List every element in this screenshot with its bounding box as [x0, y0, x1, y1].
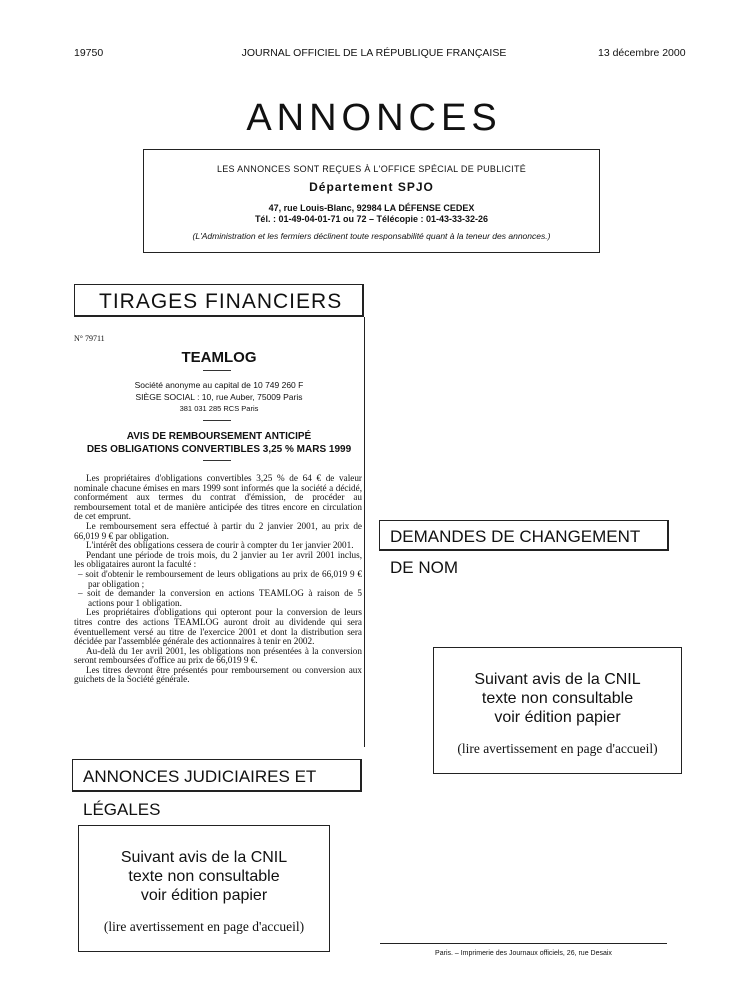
list-item: – soit de demander la conversion en actions TEAMLOG à raison de 5 actions pour 1 obligation. — [78, 588, 362, 608]
company-capital: Société anonyme au capital de 10 749 260 F — [134, 380, 304, 390]
printer-footer: Paris. – Imprimerie des Journaux officiels, 26, rue Desaix — [435, 950, 612, 957]
info-address: 47, rue Louis-Blanc, 92984 LA DÉFENSE CEDEX — [268, 203, 475, 213]
notice-heading — [74, 430, 364, 456]
divider — [203, 420, 231, 421]
paragraph: L'intérêt des obligations cessera de courir à compter du 1er janvier 2001. — [86, 540, 354, 551]
notice-number: N° 79711 — [74, 334, 105, 343]
page-title: ANNONCES — [246, 97, 502, 139]
cnil-line-1: Suivant avis de la CNIL — [474, 671, 641, 688]
company-name: TEAMLOG — [181, 349, 257, 366]
page-number: 19750 — [74, 47, 104, 59]
paragraph: Les propriétaires d'obligations qui opteront pour la conversion de leurs titres contre des actions TEAMLOG auront droit au dividende qui sera éventuellement versé au titre de l'exercice 2001 et dont la distribution sera décidée par l'assemblée générale des actionnaires à tenir en 2002. — [74, 607, 362, 647]
journal-title: JOURNAL OFFICIEL DE LA RÉPUBLIQUE FRANÇAISE — [241, 47, 507, 59]
section-header-demandes: DEMANDES DE CHANGEMENT DE NOM — [379, 520, 669, 551]
notice-heading-line-1: AVIS DE REMBOURSEMENT ANTICIPÉ — [126, 431, 312, 442]
info-department: Département SPJO — [309, 180, 434, 194]
paragraph: Les titres devront être présentés pour remboursement ou conversion aux guichets de la Société générale. — [74, 664, 362, 685]
cnil-line-2: texte non consultable — [128, 868, 280, 885]
issue-date: 13 décembre 2000 — [598, 47, 686, 59]
divider — [203, 460, 231, 461]
cnil-note: (lire avertissement en page d'accueil) — [103, 919, 305, 934]
paragraph: Les propriétaires d'obligations convertibles 3,25 % de 64 € de valeur nominale chacune émises en mars 1999 sont informés que la société a décidé, conformément aux termes du contrat d'émission, de procéder au remboursement total et de manière anticipée des titres encore en circulation de cet emprunt. — [74, 473, 362, 522]
cnil-notice-box — [433, 647, 682, 774]
cnil-line-2: texte non consultable — [481, 690, 634, 707]
footer-rule — [380, 943, 667, 944]
info-disclaimer: (L'Administration et les fermiers déclinent toute responsabilité quant à la teneur des annonces.) — [192, 231, 551, 241]
info-phone: Tél. : 01-49-04-01-71 ou 72 – Télécopie : 01-43-33-32-26 — [254, 214, 489, 224]
paragraph: Le remboursement sera effectué à partir du 2 janvier 2001, au prix de 66,019 9 € par obligation. — [74, 520, 362, 541]
company-rcs: 381 031 285 RCS Paris — [179, 404, 259, 413]
divider — [203, 370, 231, 371]
section-header-tirages: TIRAGES FINANCIERS — [74, 284, 364, 317]
cnil-line-3: voir édition papier — [140, 887, 268, 904]
paragraph: Au-delà du 1er avril 2001, les obligations non présentées à la conversion seront remboursées d'office au prix de 66,019 9 €. — [74, 645, 362, 666]
info-line-1: LES ANNONCES SONT REÇUES À L'OFFICE SPÉCIAL DE PUBLICITÉ — [216, 164, 527, 174]
company-siege: SIÈGE SOCIAL : 10, rue Auber, 75009 Paris — [135, 392, 303, 402]
cnil-note: (lire avertissement en page d'accueil) — [457, 741, 658, 756]
column-divider — [364, 317, 365, 747]
cnil-notice-box — [78, 825, 330, 952]
paragraph: Pendant une période de trois mois, du 2 janvier au 1er avril 2001 inclus, les obligataires auront la faculté : — [74, 549, 362, 570]
company-details — [74, 379, 364, 415]
cnil-line-1: Suivant avis de la CNIL — [120, 849, 288, 866]
notice-heading-line-2: DES OBLIGATIONS CONVERTIBLES 3,25 % MARS 1999 — [86, 444, 352, 455]
section-header-judiciaires: ANNONCES JUDICIAIRES ET LÉGALES — [72, 759, 362, 792]
notice-body — [74, 474, 362, 685]
cnil-line-3: voir édition papier — [494, 709, 621, 726]
list-item: – soit d'obtenir le remboursement de leurs obligations au prix de 66,019 9 € par obligation ; — [78, 568, 362, 589]
publicity-info-box — [143, 149, 600, 253]
